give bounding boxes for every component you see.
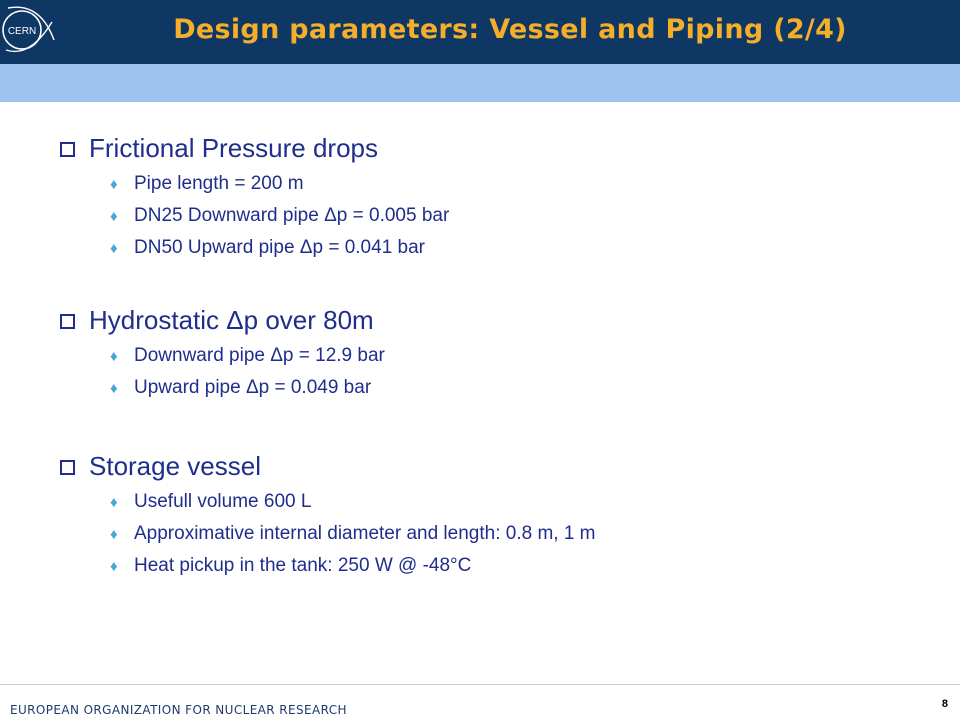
heading-text: Frictional Pressure drops <box>89 132 378 163</box>
list-item <box>110 372 920 404</box>
section-heading <box>60 300 920 340</box>
section-hydrostatic <box>60 300 920 404</box>
section-heading <box>60 128 920 168</box>
footer-organization: EUROPEAN ORGANIZATION FOR NUCLEAR RESEARCH <box>10 703 347 717</box>
item-text: Approximative internal diameter and length: 0.8 m, 1 m <box>134 523 596 544</box>
header-band <box>0 64 960 102</box>
list-item <box>110 518 920 550</box>
heading-text: Storage vessel <box>89 450 261 481</box>
list-item <box>110 486 920 518</box>
checkbox-bullet-icon <box>60 314 75 329</box>
slide-header <box>0 0 960 64</box>
diamond-bullet-icon: ♦ <box>110 239 118 257</box>
checkbox-bullet-icon <box>60 460 75 475</box>
page-number: 8 <box>941 698 948 710</box>
diamond-bullet-icon: ♦ <box>110 379 118 397</box>
item-text: Pipe length = 200 m <box>134 173 304 194</box>
item-text: Heat pickup in the tank: 250 W @ -48°C <box>134 555 472 576</box>
logo-text: CERN <box>7 26 37 37</box>
checkbox-bullet-icon <box>60 142 75 157</box>
list-item <box>110 232 920 264</box>
slide-content <box>60 128 920 618</box>
footer-divider <box>0 684 960 685</box>
section-heading <box>60 446 920 486</box>
list-item <box>110 550 920 582</box>
diamond-bullet-icon: ♦ <box>110 175 118 193</box>
cern-logo-icon <box>0 0 60 64</box>
item-text: DN25 Downward pipe Δp = 0.005 bar <box>134 205 450 226</box>
item-text: Downward pipe Δp = 12.9 bar <box>134 345 385 366</box>
diamond-bullet-icon: ♦ <box>110 493 118 511</box>
diamond-bullet-icon: ♦ <box>110 207 118 225</box>
diamond-bullet-icon: ♦ <box>110 525 118 543</box>
list-item <box>110 168 920 200</box>
list-item <box>110 340 920 372</box>
item-text: DN50 Upward pipe Δp = 0.041 bar <box>134 237 426 258</box>
item-text: Upward pipe Δp = 0.049 bar <box>134 377 372 398</box>
list-item <box>110 200 920 232</box>
slide-title: Design parameters: Vessel and Piping (2/4) <box>173 14 847 45</box>
heading-text: Hydrostatic Δp over 80m <box>89 304 374 335</box>
section-frictional <box>60 128 920 264</box>
diamond-bullet-icon: ♦ <box>110 347 118 365</box>
section-storage-vessel <box>60 446 920 582</box>
item-text: Usefull volume 600 L <box>134 491 312 512</box>
diamond-bullet-icon: ♦ <box>110 557 118 575</box>
